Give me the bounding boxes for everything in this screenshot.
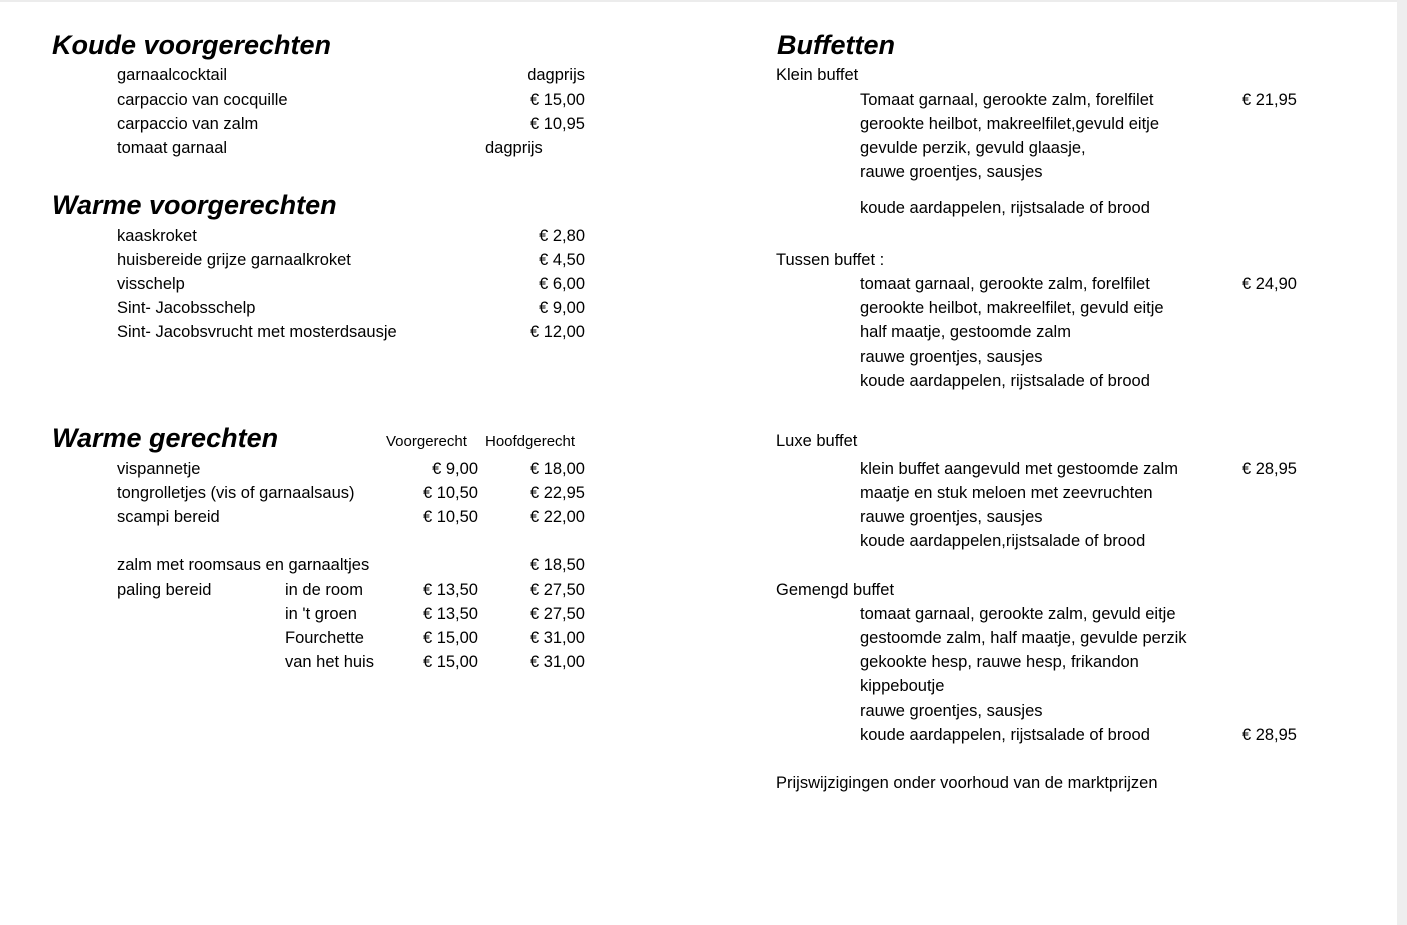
buffet-line: rauwe groentjes, sausjes [860, 348, 1043, 366]
menu-item-name: scampi bereid [117, 508, 220, 526]
buffet-title: Luxe buffet [776, 432, 858, 450]
menu-item-price: € 4,50 [539, 251, 585, 269]
buffet-price: € 28,95 [1241, 726, 1297, 744]
heading-warme-voorgerechten: Warme voorgerechten [52, 190, 337, 220]
scrollbar[interactable] [1397, 0, 1407, 925]
menu-item-price-voor: € 13,50 [422, 581, 478, 599]
menu-item-name: carpaccio van cocquille [117, 91, 288, 109]
buffet-line: gestoomde zalm, half maatje, gevulde perzik [860, 629, 1187, 647]
buffet-line: koude aardappelen, rijstsalade of brood [860, 372, 1150, 390]
menu-item-price: dagprijs [527, 66, 585, 84]
menu-item-name: tongrolletjes (vis of garnaalsaus) [117, 484, 355, 502]
menu-item-price-hoofd: € 31,00 [529, 629, 585, 647]
menu-item-price: € 15,00 [529, 91, 585, 109]
buffet-title: Klein buffet [776, 66, 859, 84]
buffet-line: koude aardappelen,rijstsalade of brood [860, 532, 1146, 550]
menu-item-price-hoofd: € 27,50 [529, 605, 585, 623]
heading-buffetten: Buffetten [777, 30, 895, 60]
buffet-line: rauwe groentjes, sausjes [860, 508, 1043, 526]
buffet-line: rauwe groentjes, sausjes [860, 702, 1043, 720]
menu-item-price-hoofd: € 31,00 [529, 653, 585, 671]
menu-item-name: garnaalcocktail [117, 66, 228, 84]
price-note: Prijswijzigingen onder voorhoud van de marktprijzen [776, 774, 1158, 792]
menu-item-name: zalm met roomsaus en garnaaltjes [117, 556, 370, 574]
menu-item-price-voor: € 15,00 [422, 653, 478, 671]
menu-item-price-voor: € 13,50 [422, 605, 478, 623]
buffet-line: gerookte heilbot, makreelfilet, gevuld eitje [860, 299, 1164, 317]
buffet-price: € 28,95 [1241, 460, 1297, 478]
menu-item-variant: in 't groen [285, 605, 357, 623]
column-header-voorgerecht: Voorgerecht [386, 433, 467, 450]
buffet-line: gerookte heilbot, makreelfilet,gevuld eitje [860, 115, 1160, 133]
buffet-line: rauwe groentjes, sausjes [860, 163, 1043, 181]
menu-item-price: € 12,00 [529, 323, 585, 341]
buffet-line: maatje en stuk meloen met zeevruchten [860, 484, 1153, 502]
buffet-title: Gemengd buffet [776, 581, 895, 599]
buffet-price: € 24,90 [1241, 275, 1297, 293]
menu-item-price-hoofd: € 18,00 [529, 460, 585, 478]
buffet-line: kippeboutje [860, 677, 945, 695]
menu-item-name: paling bereid [117, 581, 212, 599]
buffet-line: half maatje, gestoomde zalm [860, 323, 1071, 341]
heading-koude-voorgerechten: Koude voorgerechten [52, 30, 332, 60]
menu-item-price-hoofd: € 22,00 [529, 508, 585, 526]
buffet-line: koude aardappelen, rijstsalade of brood [860, 199, 1150, 217]
buffet-line: Tomaat garnaal, gerookte zalm, forelfilet [860, 91, 1154, 109]
menu-item-name: vispannetje [117, 460, 201, 478]
menu-item-name: visschelp [117, 275, 185, 293]
menu-item-price-hoofd: € 18,50 [529, 556, 585, 574]
menu-item-name: huisbereide grijze garnaalkroket [117, 251, 351, 269]
menu-item-price-hoofd: € 27,50 [529, 581, 585, 599]
menu-item-price: € 6,00 [539, 275, 585, 293]
menu-item-price-voor: € 10,50 [422, 508, 478, 526]
menu-item-name: carpaccio van zalm [117, 115, 259, 133]
buffet-title: Tussen buffet : [776, 251, 885, 269]
buffet-line: koude aardappelen, rijstsalade of brood [860, 726, 1150, 744]
menu-item-variant: Fourchette [285, 629, 364, 647]
menu-item-name: tomaat garnaal [117, 139, 228, 157]
menu-item-variant: in de room [285, 581, 363, 599]
menu-item-name: kaaskroket [117, 227, 197, 245]
menu-item-price: dagprijs [485, 139, 543, 157]
menu-item-name: Sint- Jacobsschelp [117, 299, 256, 317]
page-top-border [0, 0, 1397, 2]
menu-item-price-hoofd: € 22,95 [529, 484, 585, 502]
buffet-line: gekookte hesp, rauwe hesp, frikandon [860, 653, 1139, 671]
buffet-price: € 21,95 [1241, 91, 1297, 109]
menu-item-price: € 9,00 [539, 299, 585, 317]
buffet-line: gevulde perzik, gevuld glaasje, [860, 139, 1086, 157]
column-header-hoofdgerecht: Hoofdgerecht [485, 433, 576, 450]
buffet-line: klein buffet aangevuld met gestoomde zalm [860, 460, 1178, 478]
menu-item-price-voor: € 9,00 [432, 460, 478, 478]
menu-item-name: Sint- Jacobsvrucht met mosterdsausje [117, 323, 397, 341]
buffet-line: tomaat garnaal, gerookte zalm, forelfilet [860, 275, 1150, 293]
buffet-line: tomaat garnaal, gerookte zalm, gevuld eitje [860, 605, 1176, 623]
menu-item-price: € 2,80 [539, 227, 585, 245]
menu-item-price-voor: € 10,50 [422, 484, 478, 502]
menu-item-price-voor: € 15,00 [422, 629, 478, 647]
heading-warme-gerechten: Warme gerechten [52, 423, 279, 453]
menu-item-price: € 10,95 [529, 115, 585, 133]
menu-item-variant: van het huis [285, 653, 374, 671]
